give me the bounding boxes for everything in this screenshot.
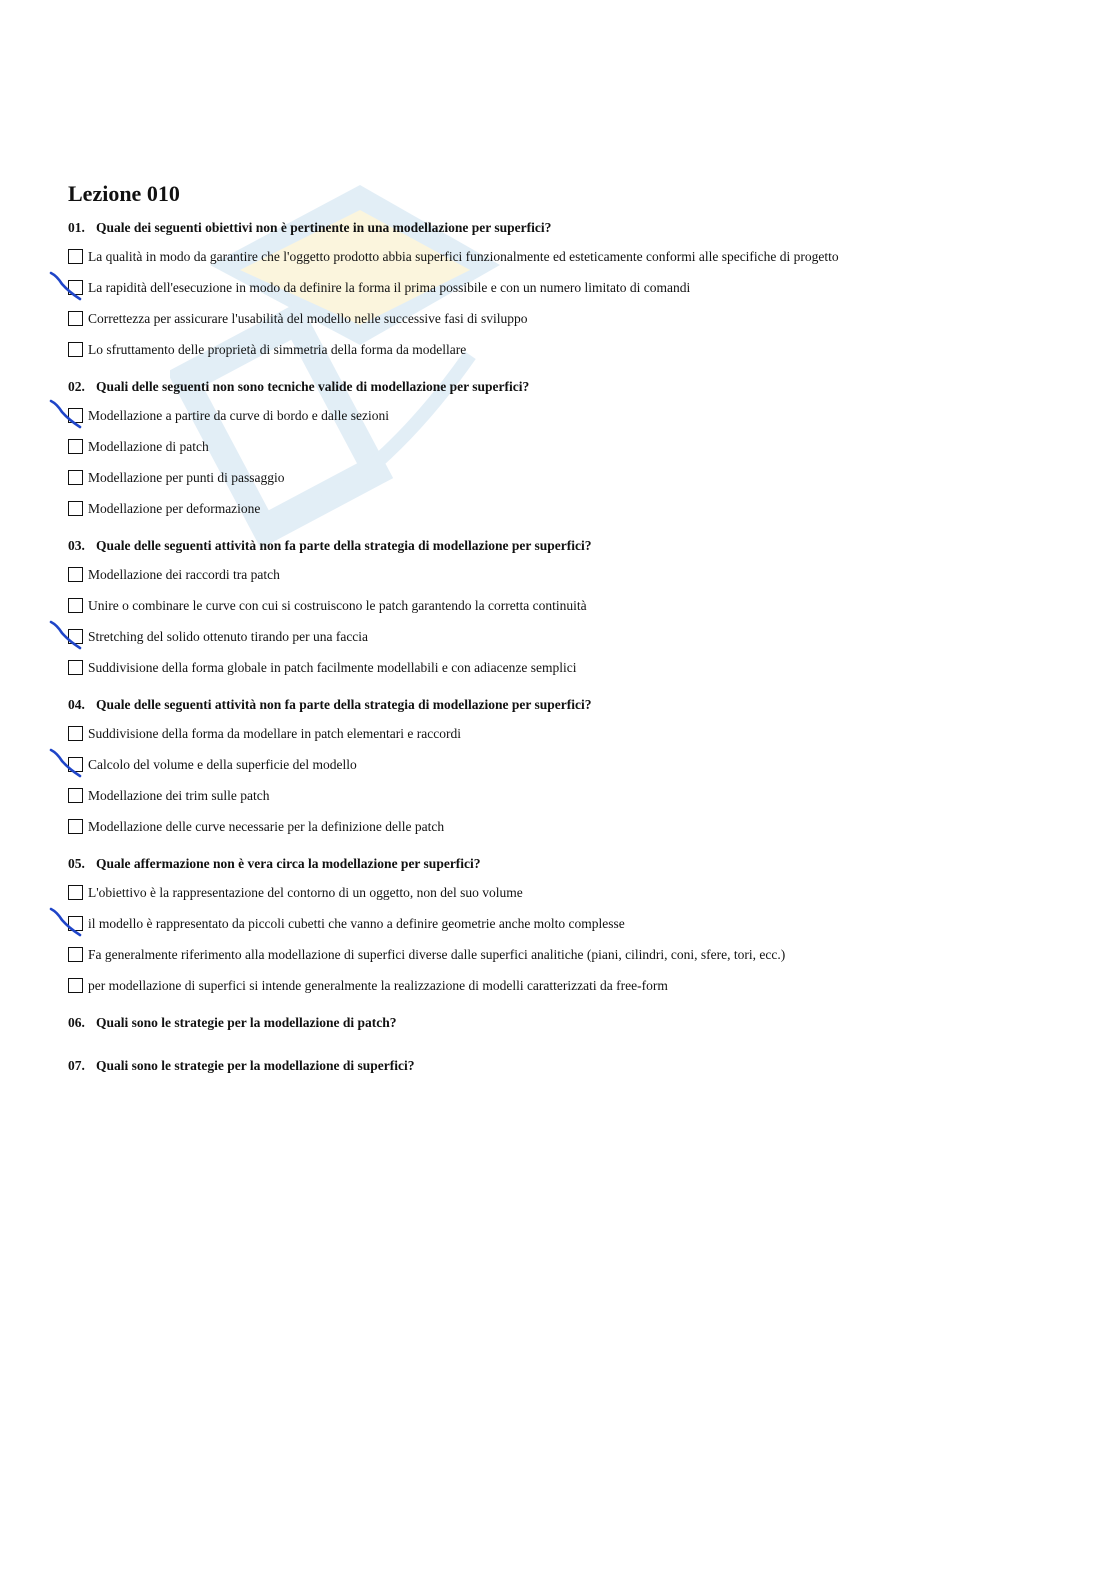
answer-option[interactable] <box>68 786 1068 805</box>
question-title <box>68 378 1068 396</box>
checkbox-icon[interactable] <box>68 660 83 675</box>
answer-text: Correttezza per assicurare l'usabilità del modello nelle successive fasi di sviluppo <box>88 311 528 326</box>
checkbox-icon[interactable] <box>68 470 83 485</box>
question-text: Quali sono le strategie per la modellazione di superfici? <box>96 1058 415 1073</box>
checkbox-icon[interactable] <box>68 726 83 741</box>
question-text: Quale delle seguenti attività non fa parte della strategia di modellazione per superfici? <box>96 538 592 553</box>
answer-option[interactable] <box>68 278 1068 297</box>
answer-text: Suddivisione della forma da modellare in patch elementari e raccordi <box>88 726 461 741</box>
answer-text: Suddivisione della forma globale in patch facilmente modellabili e con adiacenze semplici <box>88 660 577 675</box>
checkbox-icon[interactable] <box>68 280 83 295</box>
question-text: Quale delle seguenti attività non fa parte della strategia di modellazione per superfici? <box>96 697 592 712</box>
answer-text: Modellazione a partire da curve di bordo e dalle sezioni <box>88 408 390 423</box>
question-title <box>68 1057 1068 1075</box>
answer-option[interactable] <box>68 627 1068 646</box>
checkbox-icon[interactable] <box>68 439 83 454</box>
answer-text: Calcolo del volume e della superficie del modello <box>88 757 357 772</box>
question-title <box>68 537 1068 555</box>
answer-option[interactable] <box>68 755 1068 774</box>
checkbox-icon[interactable] <box>68 249 83 264</box>
answer-option[interactable] <box>68 247 1068 266</box>
answer-text: Modellazione delle curve necessarie per la definizione delle patch <box>88 819 445 834</box>
question-number: 03. <box>68 538 85 553</box>
answer-option[interactable] <box>68 883 1068 902</box>
question <box>68 1057 1068 1075</box>
question <box>68 219 1068 359</box>
checkbox-icon[interactable] <box>68 408 83 423</box>
answer-text: Fa generalmente riferimento alla modellazione di superfici diverse dalle superfici analitiche (piani, cilindri, coni, sfere, tori, ecc.) <box>88 947 786 962</box>
hand-drawn-check-icon <box>49 613 91 655</box>
checkbox-icon[interactable] <box>68 885 83 900</box>
answer-option[interactable] <box>68 309 1068 328</box>
hand-drawn-check-icon <box>49 392 91 434</box>
question <box>68 1014 1068 1032</box>
answer-text: Unire o combinare le curve con cui si costruiscono le patch garantendo la corretta continuità <box>88 598 587 613</box>
quiz-content <box>68 181 1068 1100</box>
checkbox-icon[interactable] <box>68 947 83 962</box>
question <box>68 855 1068 995</box>
checkbox-icon[interactable] <box>68 916 83 931</box>
answer-option[interactable] <box>68 340 1068 359</box>
answer-text: La qualità in modo da garantire che l'oggetto prodotto abbia superfici funzionalmente ed esteticamente conformi alle specifiche di progetto <box>88 249 839 264</box>
question-title <box>68 855 1068 873</box>
question-number: 01. <box>68 220 85 235</box>
question-number: 06. <box>68 1015 85 1030</box>
answer-text: Modellazione dei raccordi tra patch <box>88 567 280 582</box>
question-text: Quale affermazione non è vera circa la modellazione per superfici? <box>96 856 481 871</box>
answer-option[interactable] <box>68 468 1068 487</box>
question-number: 02. <box>68 379 85 394</box>
answer-option[interactable] <box>68 565 1068 584</box>
answer-text: Modellazione per deformazione <box>88 501 261 516</box>
question-number: 07. <box>68 1058 85 1073</box>
hand-drawn-check-icon <box>49 264 91 306</box>
answer-text: per modellazione di superfici si intende generalmente la realizzazione di modelli caratterizzati da free-form <box>88 978 668 993</box>
checkbox-icon[interactable] <box>68 342 83 357</box>
question <box>68 696 1068 836</box>
answer-option[interactable] <box>68 658 1068 677</box>
checkbox-icon[interactable] <box>68 788 83 803</box>
question-text: Quale dei seguenti obiettivi non è pertinente in una modellazione per superfici? <box>96 220 552 235</box>
question <box>68 378 1068 518</box>
checkbox-icon[interactable] <box>68 501 83 516</box>
hand-drawn-check-icon <box>49 900 91 942</box>
answer-text: Modellazione dei trim sulle patch <box>88 788 270 803</box>
question-number: 05. <box>68 856 85 871</box>
checkbox-icon[interactable] <box>68 819 83 834</box>
answer-text: Stretching del solido ottenuto tirando per una faccia <box>88 629 369 644</box>
answer-text: La rapidità dell'esecuzione in modo da definire la forma il prima possibile e con un numero limitato di comandi <box>88 280 691 295</box>
question-text: Quali delle seguenti non sono tecniche valide di modellazione per superfici? <box>96 379 530 394</box>
checkbox-icon[interactable] <box>68 311 83 326</box>
hand-drawn-check-icon <box>49 741 91 783</box>
answer-option[interactable] <box>68 914 1068 933</box>
answer-option[interactable] <box>68 945 1068 964</box>
checkbox-icon[interactable] <box>68 629 83 644</box>
answer-option[interactable] <box>68 817 1068 836</box>
answer-option[interactable] <box>68 596 1068 615</box>
question-number: 04. <box>68 697 85 712</box>
answer-text: L'obiettivo è la rappresentazione del contorno di un oggetto, non del suo volume <box>88 885 523 900</box>
answer-text: Modellazione per punti di passaggio <box>88 470 285 485</box>
checkbox-icon[interactable] <box>68 598 83 613</box>
lesson-title: Lezione 010 <box>68 181 180 206</box>
question-title <box>68 1014 1068 1032</box>
question-title <box>68 696 1068 714</box>
answer-option[interactable] <box>68 406 1068 425</box>
answer-text: il modello è rappresentato da piccoli cubetti che vanno a definire geometrie anche molto complesse <box>88 916 625 931</box>
question-list <box>68 219 1068 1075</box>
answer-option[interactable] <box>68 976 1068 995</box>
answer-option[interactable] <box>68 499 1068 518</box>
answer-option[interactable] <box>68 724 1068 743</box>
checkbox-icon[interactable] <box>68 978 83 993</box>
question <box>68 537 1068 677</box>
answer-option[interactable] <box>68 437 1068 456</box>
answer-text: Lo sfruttamento delle proprietà di simmetria della forma da modellare <box>88 342 467 357</box>
checkbox-icon[interactable] <box>68 757 83 772</box>
question-text: Quali sono le strategie per la modellazione di patch? <box>96 1015 397 1030</box>
checkbox-icon[interactable] <box>68 567 83 582</box>
answer-text: Modellazione di patch <box>88 439 209 454</box>
question-title <box>68 219 1068 237</box>
